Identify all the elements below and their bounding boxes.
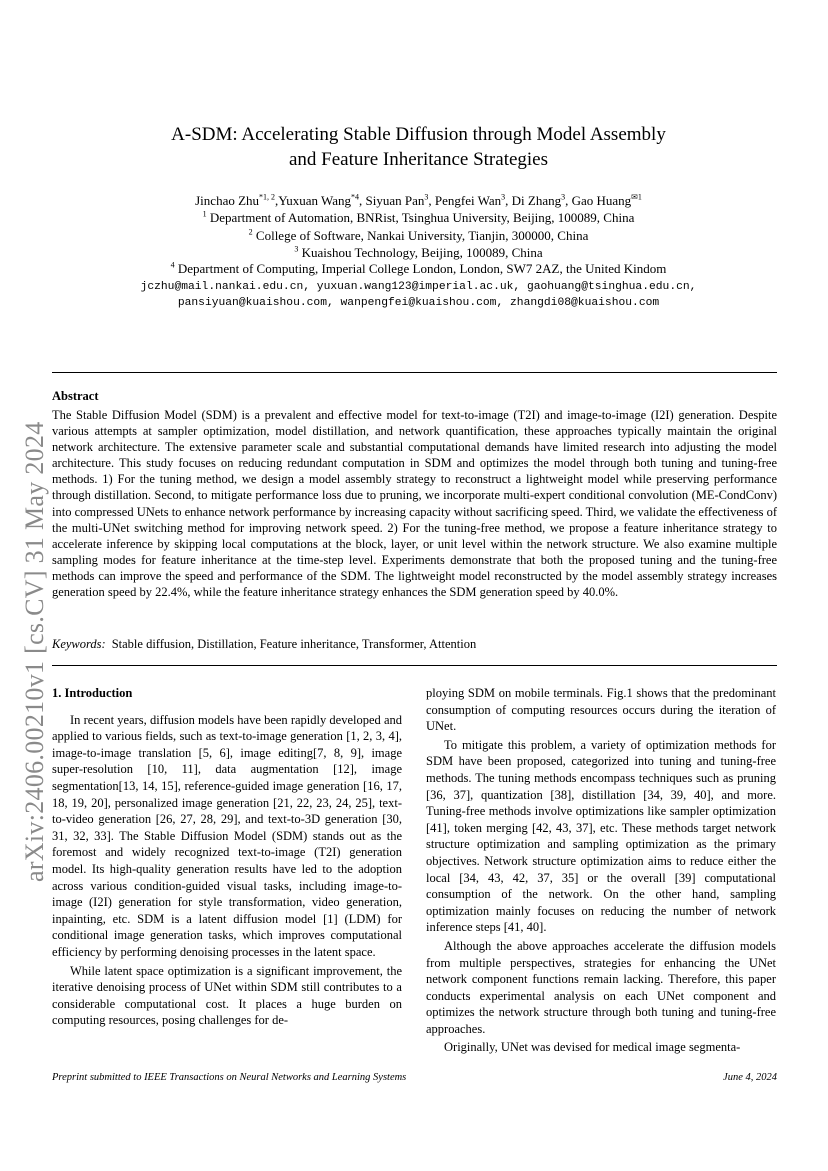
abstract-body: The Stable Diffusion Model (SDM) is a prevalent and effective model for text-to-image (T2I) and image-to-image (I2I) generation. Despite various attempts at sampler optimization, model distillation, and network quantification, these approaches typically maintain the original network architecture. The extensive parameter scale and substantial computational demands have limited research into adjusting the model architecture. This study focuses on reducing redundant computation in SDM and optimizes the model through both tuning and tuning-free methods. 1) For the tuning method, we design a model assembly strategy to reconstruct a lightweight model while preserving performance through distillation. Second, to mitigate performance loss due to pruning, we incorporate multi-expert conditional convolution (ME-CondConv) into compressed UNets to enhance network performance by increasing capacity without sacrificing speed. Third, we validate the effectiveness of the multi-UNet switching method for improving network speed. 2) For the tuning-free method, we propose a feature inheritance strategy to accelerate inference by skipping local computations at the block, layer, or unit level within the network structure. We also examine multiple sampling modes for feature inheritance at the time-step level. Experiments demonstrate that both the proposed tuning and the tuning-free methods can improve the speed and performance of the SDM. The lightweight model reconstructed by the model assembly strategy increases generation speed by 22.4%, while the feature inheritance strategy enhances the SDM generation speed by 40.0%.	[52, 408, 777, 600]
keywords-label: Keywords:	[52, 637, 106, 651]
keywords-line	[52, 637, 476, 652]
affiliation: $^1$ Department of Automation, BNRist, Tsinghua University, Beijing, 100089, China	[202, 209, 635, 225]
author: Jinchao Zhu$^{*1, 2}$,	[195, 192, 279, 208]
author: Yuxuan Wang$^{*4}$	[278, 192, 360, 208]
paragraph: Originally, UNet was devised for medical image segmenta-	[444, 1040, 741, 1055]
paragraph: In recent years, diffusion models have been rapidly developed and applied to various fields, such as text-to-image generation [1, 2, 3, 4], image-to-image translation [5, 6], image editing[7, 8, 9], image super-resolution [10, 11], data augmentation [12], image segmentation[13, 14, 15], reference-guided image generation [16, 17, 18, 19, 20], personalized image generation [21, 22, 23, 24, 25], text-to-video generation [26, 27, 28, 29], and text-to-3D generation [30, 31, 32, 33]. The Stable Diffusion Model (SDM) stands out as the foremost and widely recognized text-to-image (T2I) generation model. Its high-quality generation results have led to the adoption across various condition-guided visual tasks, including image-to-image (I2I) generation for style transformation, video generation, inpainting, etc. SDM is a latent diffusion model [1] (LDM) for conditional image generation tasks, which improves computational efficiency by performing denoising processes in the latent space.	[52, 712, 402, 959]
author-list: Jinchao Zhu$^{*1, 2}$,Yuxuan Wang$^{*4}$, Siyuan Pan$^3$, Pengfei Wan$^3$, Di Zhang$^3$, Gao Huang$^{✉1}$	[195, 192, 642, 208]
footer-date: June 4, 2024	[723, 1072, 777, 1083]
paper-title	[60, 122, 777, 172]
paragraph: While latent space optimization is a significant improvement, the iterative denoising process of UNet within SDM still contributes to a considerable computational cost. It places a huge burden on computing resources, posing challenges for de-	[52, 963, 402, 1028]
author: Gao Huang$^{✉1}$	[571, 192, 642, 208]
footer-journal: Preprint submitted to IEEE Transactions on Neural Networks and Learning Systems	[52, 1072, 407, 1083]
affiliation: $^2$ College of Software, Nankai University, Tianjin, 300000, China	[248, 227, 589, 243]
title-line-1: A-SDM: Accelerating Stable Diffusion through Model Assembly	[171, 124, 666, 145]
section-heading-introduction: 1. Introduction	[52, 686, 133, 700]
paragraph: ploying SDM on mobile terminals. Fig.1 shows that the predominant consumption of computing resources occurs during the iteration of UNet.	[426, 686, 776, 734]
email-list-line-2: pansiyuan@kuaishou.com, wanpengfei@kuaishou.com, zhangdi08@kuaishou.com	[177, 297, 660, 309]
abstract-top-rule	[52, 372, 777, 373]
abstract-heading: Abstract	[52, 389, 99, 403]
title-line-2: and Feature Inheritance Strategies	[288, 149, 549, 170]
email-list-line-1: jczhu@mail.nankai.edu.cn, yuxuan.wang123@imperial.ac.uk, gaohuang@tsinghua.edu.cn,	[140, 281, 697, 293]
author: Di Zhang$^3$	[511, 192, 566, 208]
left-column	[52, 685, 402, 1031]
affiliation: $^4$ Department of Computing, Imperial College London, London, SW7 2AZ, the United Kindom	[170, 260, 667, 276]
affiliation: $^3$ Kuaishou Technology, Beijing, 100089, China	[294, 244, 543, 260]
paragraph: Although the above approaches accelerate the diffusion models from multiple perspectives, strategies for enhancing the UNet network component functions remain lacking. Therefore, this paper conducts experimental analysis on each UNet component and optimizes the network structure through both tuning and tuning-free approaches.	[426, 938, 776, 1036]
author: Siyuan Pan$^3$	[365, 192, 429, 208]
author: Pengfei Wan$^3$	[434, 192, 506, 208]
paragraph: To mitigate this problem, a variety of optimization methods for SDM have been proposed, categorized into tuning and tuning-free methods. The tuning methods encompass techniques such as pruning [36, 37], quantization [38], distillation [34, 39, 40], and more. Tuning-free methods involve optimizations like sampler optimization [41], token merging [42, 43, 37], etc. These methods target network structure optimization and sampling optimization as the primary objectives. Network structure optimization aims to reduce either the local [34, 43, 42, 37, 35] or the overall [39] computational consumption of the network. On the other hand, sampling optimization mainly focuses on reducing the number of network inference steps [41, 40].	[426, 737, 776, 935]
right-column	[426, 685, 776, 1058]
keywords-text: Stable diffusion, Distillation, Feature inheritance, Transformer, Attention	[111, 637, 477, 651]
arxiv-identifier-text: arXiv:2406.00210v1 [cs.CV] 31 May 2024	[20, 421, 49, 882]
abstract-bottom-rule	[52, 665, 777, 666]
